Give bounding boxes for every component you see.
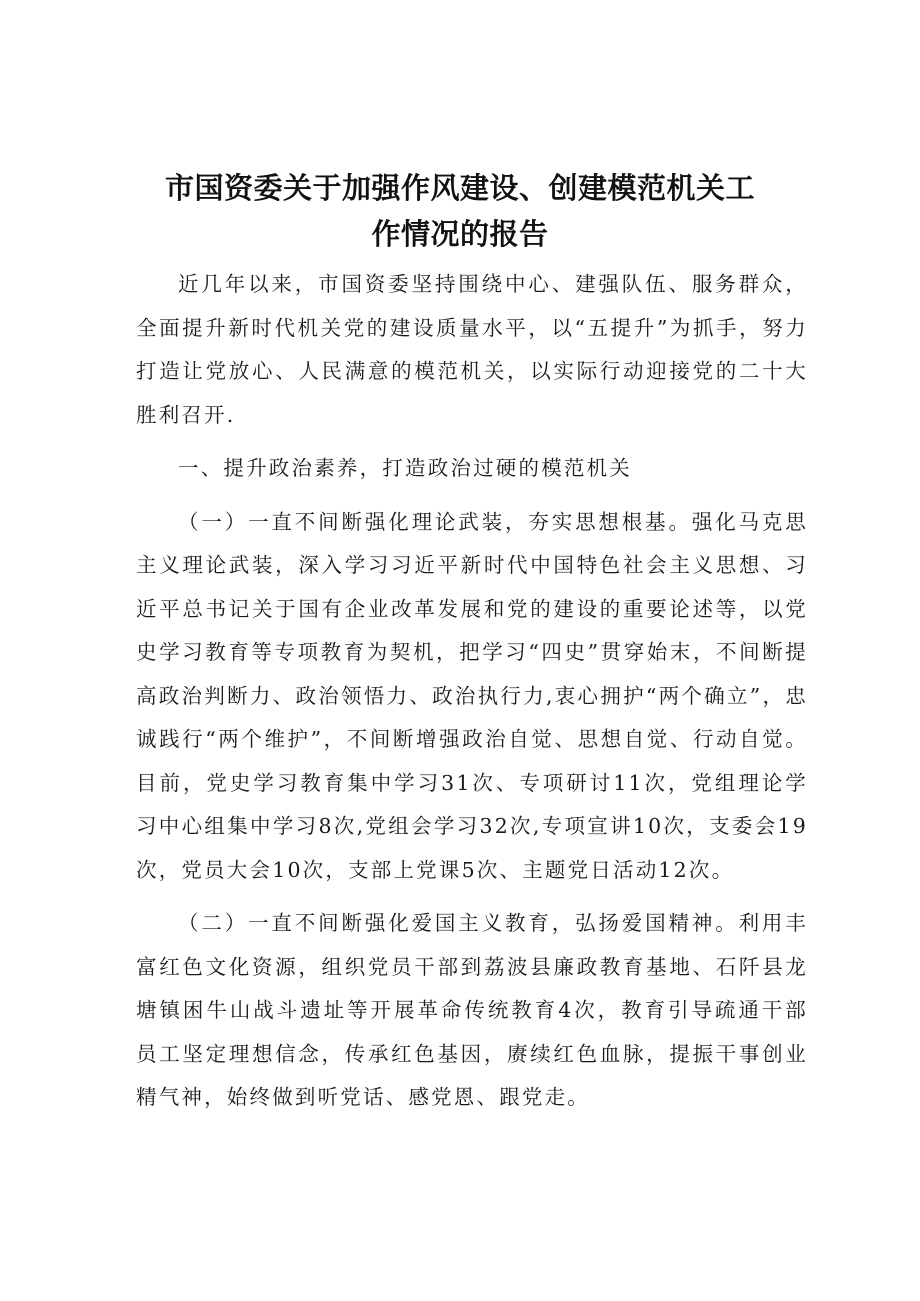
title-line-2: 作情况的报告 bbox=[371, 217, 549, 251]
document-title bbox=[0, 165, 920, 257]
document-body bbox=[0, 263, 920, 1120]
title-line-1: 市国资委关于加强作风建设、创建模范机关工 bbox=[164, 171, 755, 205]
paragraph-gap bbox=[136, 892, 808, 902]
intro-paragraph: 近几年以来，市国资委坚持围绕中心、建强队伍、服务群众，全面提升新时代机关党的建设质量水平，以“五提升”为抓手，努力打造让党放心、人民满意的模范机关，以实际行动迎接党的二十大胜利召开. bbox=[136, 272, 808, 427]
paragraph-1: （一）一直不间断强化理论武装，夯实思想根基。强化马克思主义理论武装，深入学习习近平新时代中国特色社会主义思想、习近平总书记关于国有企业改革发展和党的建设的重要论述等，以党史学习教育等专项教育为契机，把学习“四史”贯穿始末，不间断提高政治判断力、政治领悟力、政治执行力,衷心拥护“两个确立”，忠诚践行“两个维护”，不间断增强政治自觉、思想自觉、行动自觉。目前，党史学习教育集中学习31次、专项研讨11次，党组理论学习中心组集中学习8次,党组会学习32次,专项宣讲10次，支委会19次，党员大会10次，支部上党课5次、主题党日活动12次。 bbox=[136, 509, 808, 882]
section-1-heading: 一、提升政治素养，打造政治过硬的模范机关 bbox=[178, 456, 632, 480]
paragraph-2: （二）一直不间断强化爱国主义教育，弘扬爱国精神。利用丰富红色文化资源，组织党员干部到荔波县廉政教育基地、石阡县龙塘镇困牛山战斗遗址等开展革命传统教育4次，教育引导疏通干部员工坚定理想信念，传承红色基因，赓续红色血脉，提振干事创业精气神，始终做到听党话、感党恩、跟党走。 bbox=[136, 911, 808, 1109]
